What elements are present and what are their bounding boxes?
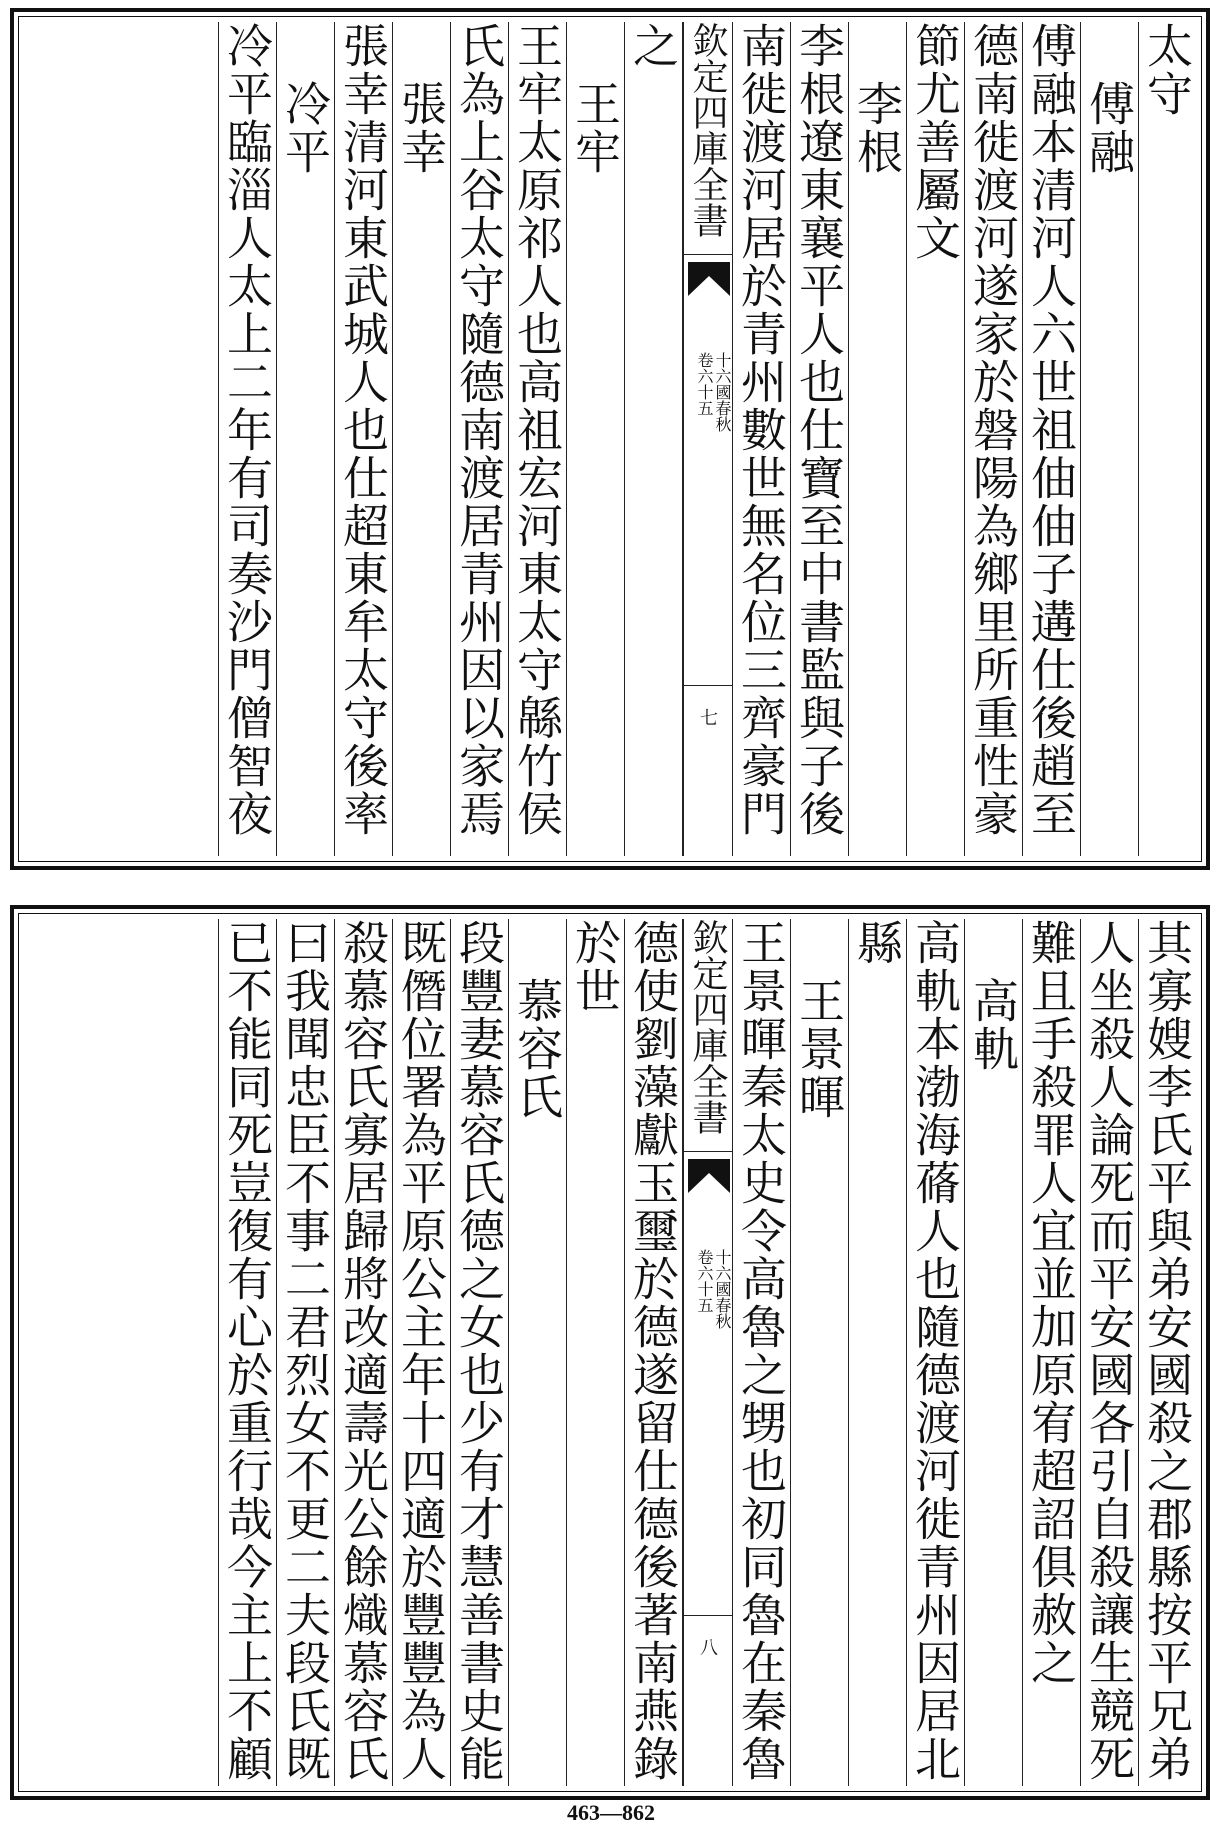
- fish-tail-mark-icon: [688, 262, 730, 296]
- lower-columns: [24, 919, 1196, 1786]
- entry-heading: 傅融: [1080, 22, 1138, 856]
- center-rule: [684, 685, 732, 686]
- entry-heading: 李根: [848, 22, 906, 856]
- center-rule: [684, 254, 732, 255]
- center-fold-column: [682, 22, 732, 856]
- book-subtitle: 十六國春秋: [713, 1249, 732, 1329]
- center-fold-column: [682, 919, 732, 1786]
- book-title: 欽定四庫全書: [687, 919, 728, 1135]
- text-column: 難且手殺罪人宜並加原宥超詔俱赦之: [1022, 919, 1080, 1786]
- text-column: 曰我聞忠臣不事二君烈女不更二夫段氏既: [276, 919, 334, 1786]
- text-column: 已不能同死豈復有心於重行哉今主上不顧: [218, 919, 276, 1786]
- text-column: 德南徙渡河遂家於磐陽為鄉里所重性豪: [964, 22, 1022, 856]
- text-column: 殺慕容氏寡居歸將改適壽光公餘熾慕容氏: [334, 919, 392, 1786]
- leaf-number: 七: [697, 708, 718, 726]
- text-column: 節尤善屬文: [906, 22, 964, 856]
- page-number-footer: 463—862: [567, 1800, 655, 1825]
- text-column: 德使劉藻獻玉璽於德遂留仕德後著南燕錄: [624, 919, 682, 1786]
- text-column: 既僭位署為平原公主年十四適於豐豐為人: [392, 919, 450, 1786]
- entry-heading: 冷平: [276, 22, 334, 856]
- text-column: 高軌本渤海蓨人也隨德渡河徙青州因居北: [906, 919, 964, 1786]
- text-column: 其寡嫂李氏平與弟安國殺之郡縣按平兄弟: [1138, 919, 1196, 1786]
- fish-tail-mark-icon: [688, 1159, 730, 1193]
- text-column: 於世: [566, 919, 624, 1786]
- entry-heading: 高軌: [964, 919, 1022, 1786]
- volume-label: 卷六十五: [695, 1249, 714, 1313]
- text-column: 氏為上谷太守隨德南渡居青州因以家焉: [450, 22, 508, 856]
- entry-heading: 王牢: [566, 22, 624, 856]
- text-column: 張幸清河東武城人也仕超東牟太守後率: [334, 22, 392, 856]
- text-column: 段豐妻慕容氏德之女也少有才慧善書史能: [450, 919, 508, 1786]
- volume-label: 卷六十五: [695, 352, 714, 416]
- lower-page: [10, 905, 1210, 1800]
- text-column: 傅融本清河人六世祖伷伷子遘仕後趙至: [1022, 22, 1080, 856]
- text-column: 人坐殺人論死而平安國各引自殺讓生競死: [1080, 919, 1138, 1786]
- leaf-number: 八: [697, 1638, 718, 1656]
- text-column: 南徙渡河居於青州數世無名位三齊豪門: [732, 22, 790, 856]
- entry-heading: 張幸: [392, 22, 450, 856]
- upper-page: [10, 8, 1210, 870]
- center-rule: [684, 1615, 732, 1616]
- text-column: 王景暉秦太史令高魯之甥也初同魯在秦魯: [732, 919, 790, 1786]
- text-column: 王牢太原祁人也高祖宏河東太守緜竹侯: [508, 22, 566, 856]
- center-rule: [684, 1151, 732, 1152]
- upper-columns: [24, 22, 1196, 856]
- text-column: 李根遼東襄平人也仕寶至中書監與子後: [790, 22, 848, 856]
- book-title: 欽定四庫全書: [687, 22, 728, 238]
- book-subtitle: 十六國春秋: [713, 352, 732, 432]
- text-column: 之: [624, 22, 682, 856]
- entry-heading: 慕容氏: [508, 919, 566, 1786]
- text-column: 縣: [848, 919, 906, 1786]
- text-column: 冷平臨淄人太上二年有司奏沙門僧智夜: [218, 22, 276, 856]
- text-column: 太守: [1138, 22, 1196, 856]
- entry-heading: 王景暉: [790, 919, 848, 1786]
